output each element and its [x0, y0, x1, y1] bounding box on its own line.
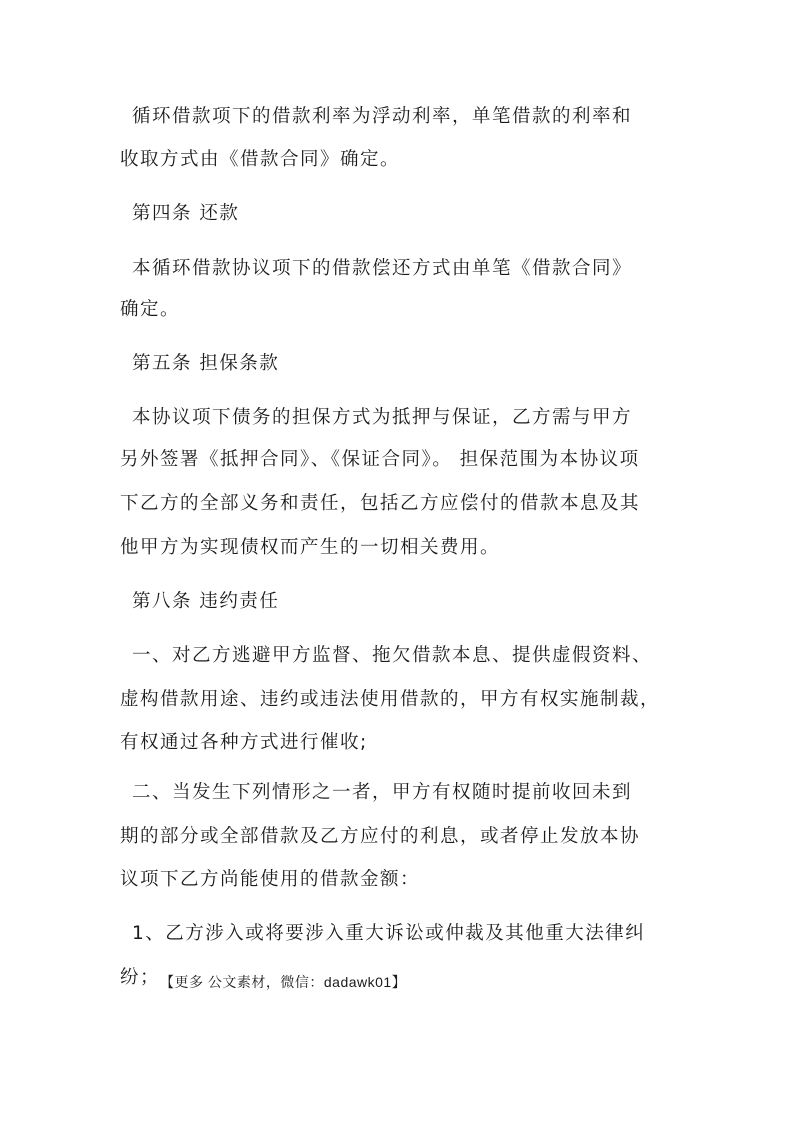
clause8-item2-line-3: 议项下乙方尚能使用的借款金额： — [120, 869, 421, 890]
clause8-sub1-line-1: 1、乙方涉入或将要涉入重大诉讼或仲裁及其他重大法律纠 — [132, 923, 646, 944]
clause4-line-2: 确定。 — [120, 299, 181, 320]
clause8-item1-line-3: 有权通过各种方式进行催收; — [120, 732, 368, 753]
clause8-item1-line-2: 虚构借款用途、违约或违法使用借款的，甲方有权实施制裁， — [120, 689, 661, 710]
clause5-line-3: 下乙方的全部义务和责任，包括乙方应偿付的借款本息及其 — [120, 493, 641, 514]
clause5-heading: 第五条 担保条款 — [132, 353, 280, 374]
clause8-heading: 第八条 违约责任 — [132, 591, 280, 612]
clause4-heading: 第四条 还款 — [132, 203, 240, 224]
promo-note: 【更多 公文素材，微信：dadawk01】 — [160, 974, 407, 990]
clause4-line-1: 本循环借款协议项下的借款偿还方式由单笔《借款合同》 — [132, 258, 633, 279]
clause3-line-1: 循环借款项下的借款利率为浮动利率，单笔借款的利率和 — [132, 106, 633, 127]
clause3-line-2: 收取方式由《借款合同》确定。 — [120, 149, 401, 170]
clause5-line-2: 另外签署《抵押合同》、《保证合同》。 担保范围为本协议项 — [120, 449, 640, 470]
clause8-sub1-line-2: 纷； — [120, 967, 161, 988]
clause8-item1-line-1: 一、对乙方逃避甲方监督、拖欠借款本息、提供虚假资料、 — [132, 645, 653, 666]
clause8-item2-line-2: 期的部分或全部借款及乙方应付的利息，或者停止发放本协 — [120, 826, 641, 847]
clause5-line-4: 他甲方为实现债权而产生的一切相关费用。 — [120, 537, 501, 558]
clause8-item2-line-1: 二、当发生下列情形之一者，甲方有权随时提前收回未到 — [132, 782, 633, 803]
clause5-line-1: 本协议项下债务的担保方式为抵押与保证，乙方需与甲方 — [132, 407, 633, 428]
